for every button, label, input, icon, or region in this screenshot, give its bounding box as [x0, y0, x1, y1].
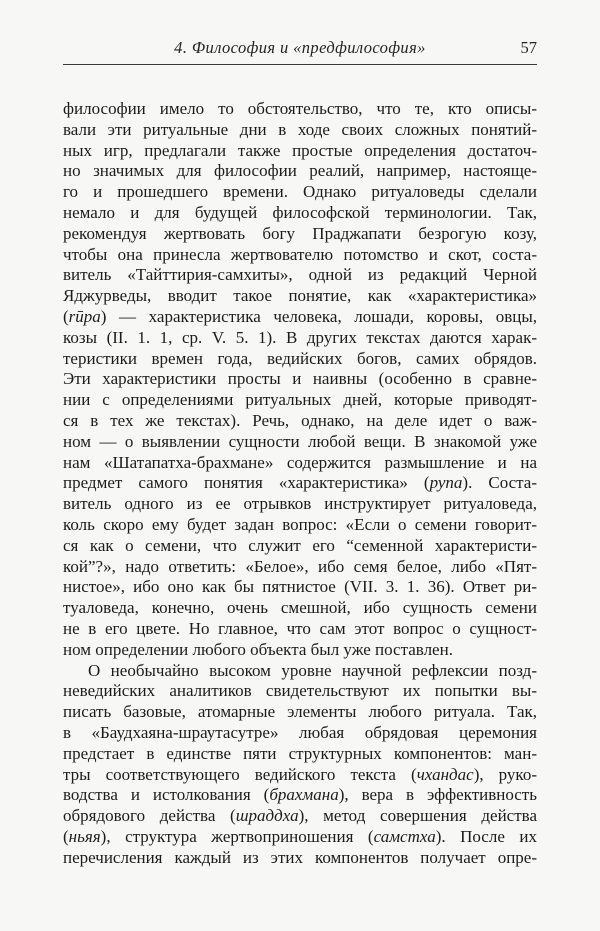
text-line: предмет самого понятия «характеристика» (рупа). Соста-	[63, 473, 537, 493]
text-line: но значимых для философии реалий, например, настояще-	[63, 161, 537, 181]
text-line: предстает в единстве пяти структурных компонентов: ман-	[63, 743, 537, 763]
text-line: вали эти ритуальные дни в ходе своих сложных понятий-	[63, 119, 537, 139]
text-line: витель одного из ее отрывков инструктирует ритуаловеда,	[63, 494, 537, 514]
text-line: писать базовые, атомарные элементы любого ритуала. Так,	[63, 702, 537, 722]
text-line: нам «Шатапатха-брахмане» содержится размышление и на	[63, 452, 537, 472]
text-line: Эти характеристики просты и наивны (особенно в сравне-	[63, 369, 537, 389]
text-line: Яджурведы, вводит такое понятие, как «характеристика»	[63, 286, 537, 306]
text-line: О необычайно высоком уровне научной рефлексии позд-	[88, 660, 537, 680]
text-line: кой”?», надо ответить: «Белое», ибо семя белое, либо «Пят-	[63, 556, 537, 576]
paragraph	[63, 661, 537, 869]
paragraph	[63, 99, 537, 661]
text-block	[63, 99, 537, 868]
text-line: чтобы она принесла жертвователю потомство и скот, соста-	[63, 244, 537, 264]
text-line: нистое», ибо оно как бы пятнистое (VII. 3. 1. 36). Ответ ри-	[63, 577, 537, 597]
text-line: ся в тех же текстах). Речь, однако, на деле идет о важ-	[63, 410, 537, 430]
text-line: го и прошедшего времени. Однако ритуаловеды сделали	[63, 182, 537, 202]
chapter-title: 4. Философия и «предфилософия»	[174, 38, 426, 57]
text-line: ном — о выявлении сущности любой вещи. В знакомой уже	[63, 431, 537, 451]
header-rule	[63, 64, 537, 65]
text-line: коль скоро ему будет задан вопрос: «Если о семени говорит-	[63, 514, 537, 534]
text-line: неведийских аналитиков свидетельствуют их попытки вы-	[63, 681, 537, 701]
text-line: тры соответствующего ведийского текста (чхандас), руко-	[63, 764, 537, 784]
text-line: философии имело то обстоятельство, что те, кто описы-	[63, 99, 537, 118]
text-line: туаловеда, конечно, очень смешной, ибо сущность семени	[63, 598, 537, 618]
text-line: нии с определениями ритуальных дней, которые приводят-	[63, 390, 537, 410]
text-line: козы (II. 1. 1, ср. V. 5. 1). В других текстах даются харак-	[63, 327, 537, 347]
page-number: 57	[520, 38, 537, 57]
text-line: в «Баудхаяна-шраутасутре» любая обрядовая церемония	[63, 722, 537, 742]
text-line: ном определении любого объекта был уже поставлен.	[63, 639, 453, 659]
text-line: рекомендуя жертвовать богу Праджапати безрогую козу,	[63, 223, 537, 243]
text-line: немало и для будущей философской терминологии. Так,	[63, 202, 537, 222]
running-head	[63, 37, 537, 59]
text-line: теристики времен года, ведийских богов, самих обрядов.	[63, 348, 537, 368]
text-line: витель «Тайттирия-самхиты», одной из редакций Черной	[63, 265, 537, 285]
text-line: обрядового действа (шраддха), метод совершения действа	[63, 806, 537, 826]
text-line: ных игр, предлагали также простые определения достаточ-	[63, 140, 537, 160]
text-line: (rūpa) — характеристика человека, лошади, коровы, овцы,	[63, 306, 537, 326]
text-line: (ньяя), структура жертвоприношения (самстха). После их	[63, 826, 537, 846]
text-line: не в его цвете. Но главное, что сам этот вопрос о сущност-	[63, 618, 537, 638]
text-line: ся как о семени, что служит его “семенной характеристи-	[63, 535, 537, 555]
text-line: водства и истолкования (брахмана), вера в эффективность	[63, 785, 537, 805]
text-line: перечисления каждый из этих компонентов получает опре-	[63, 847, 537, 867]
